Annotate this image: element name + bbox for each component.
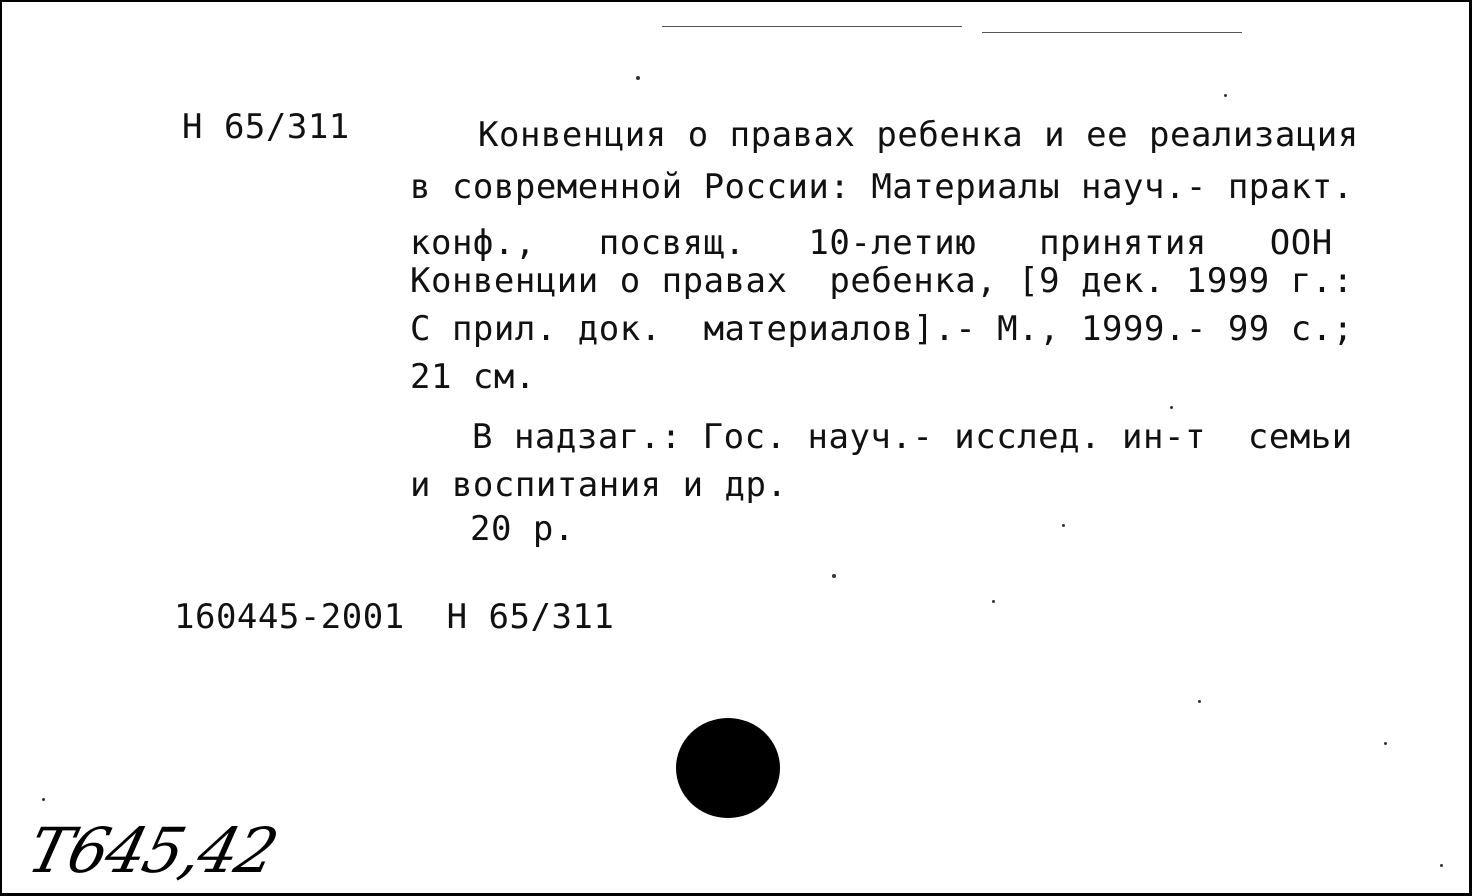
scan-line bbox=[982, 32, 1242, 33]
price-line: 20 р. bbox=[470, 509, 575, 549]
scan-line bbox=[662, 26, 962, 27]
scan-speck bbox=[1440, 864, 1443, 867]
shelfmark: Н 65/311 bbox=[182, 107, 350, 147]
title-line-1: Конвенция о правах ребенка и ее реализация bbox=[478, 115, 1359, 155]
punch-hole bbox=[676, 718, 780, 818]
scan-speck bbox=[42, 798, 45, 801]
scan-speck bbox=[1224, 94, 1227, 97]
scan-speck bbox=[992, 600, 995, 603]
title-line-2: в современной России: Материалы науч.- практ. bbox=[410, 167, 1354, 207]
note-line-2: и воспитания и др. bbox=[410, 465, 788, 505]
size-line: 21 см. bbox=[410, 357, 536, 397]
scan-speck bbox=[1384, 742, 1387, 745]
handwritten-code: Т645,42 bbox=[21, 814, 284, 887]
scan-speck bbox=[832, 574, 836, 578]
note-line-1: В надзаг.: Гос. науч.- исслед. ин-т семьи bbox=[472, 417, 1353, 457]
scan-speck bbox=[1198, 700, 1201, 703]
scan-speck bbox=[636, 76, 640, 80]
title-line-3: конф., посвящ. 10-летию принятия ООН bbox=[410, 223, 1333, 263]
publication-line: С прил. док. материалов].- М., 1999.- 99 с.; bbox=[410, 309, 1354, 349]
title-line-4: Конвенции о правах ребенка, [9 дек. 1999 г.: bbox=[410, 261, 1354, 301]
scan-speck bbox=[1062, 524, 1065, 527]
scan-speck bbox=[1170, 406, 1173, 409]
accession-number: 160445-2001 Н 65/311 bbox=[174, 597, 615, 637]
